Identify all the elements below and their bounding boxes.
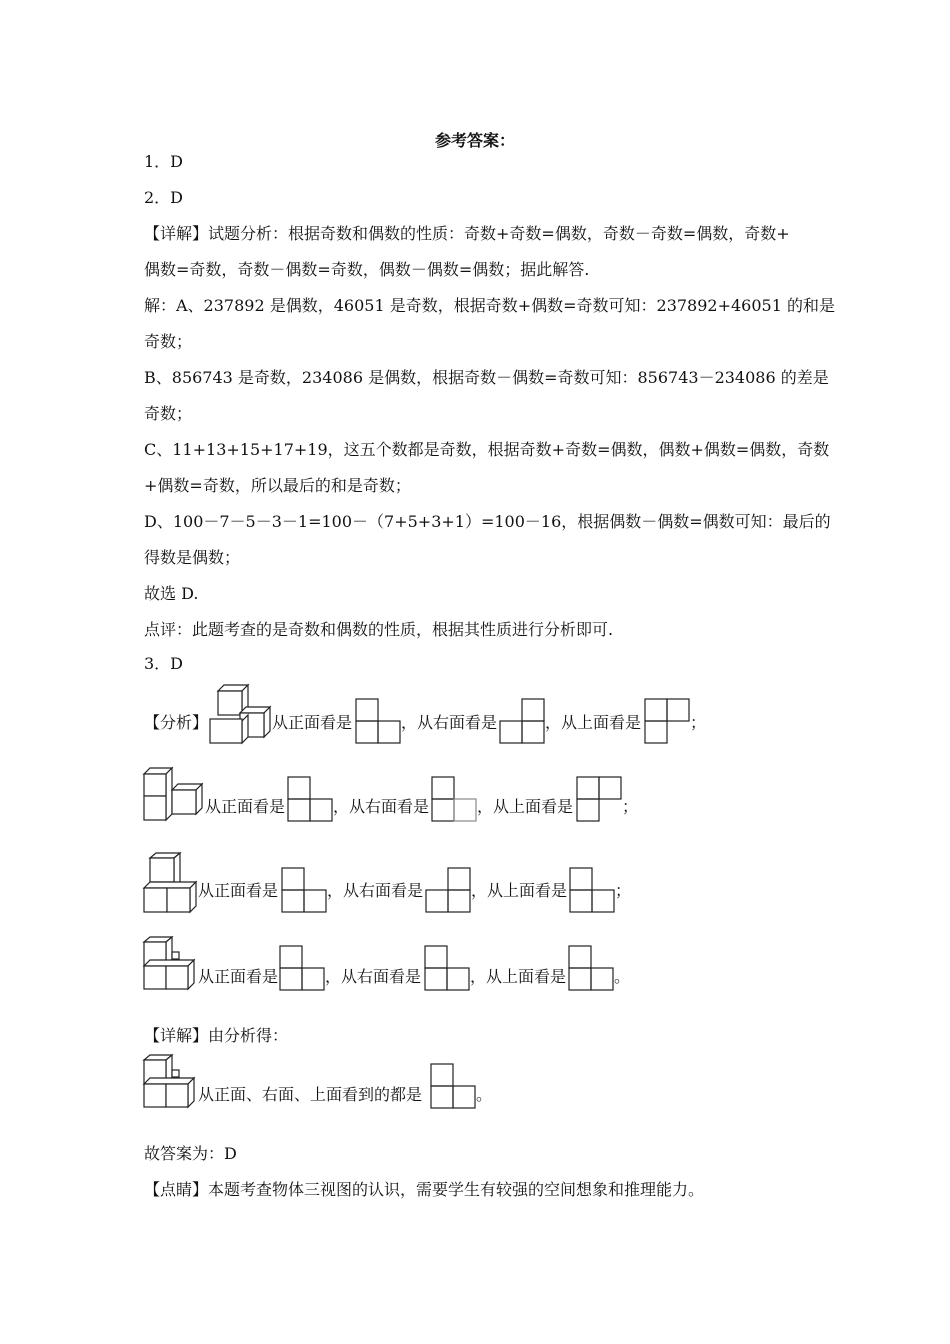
detail-label: 【详解】由分析得： <box>144 1026 289 1045</box>
q2-comment: 点评：此题考查的是奇数和偶数的性质，根据其性质进行分析即可. <box>144 620 614 639</box>
row2-top-label: ，从上面看是 <box>477 797 574 816</box>
row4-right-label: ，从右面看是 <box>325 967 422 986</box>
q2-detail-line-2: 偶数=奇数，奇数－偶数=奇数，偶数－偶数=偶数；据此解答. <box>144 260 590 279</box>
comment: 【点睛】本题考查物体三视图的认识，需要学生有较强的空间想象和推理能力。 <box>144 1180 705 1199</box>
q2-option-b-line-1: B、856743 是奇数，234086 是偶数，根据奇数－偶数=奇数可知：856743－234086 的差是 <box>144 368 829 387</box>
view-grid <box>425 867 471 913</box>
row4-top-label: ，从上面看是 <box>470 967 567 986</box>
row1-right-label: ，从右面看是 <box>401 713 498 732</box>
row1-semicolon: ； <box>690 713 707 732</box>
q2-option-d-line-2: 得数是偶数； <box>144 548 241 567</box>
q2-option-b-line-2: 奇数； <box>144 404 193 423</box>
view-grid <box>430 1063 476 1109</box>
view-grid <box>576 776 622 822</box>
page-title: 参考答案： <box>434 131 515 150</box>
row2-right-label: ，从右面看是 <box>333 797 430 816</box>
row3-semicolon: ； <box>615 881 632 900</box>
view-grid <box>355 698 401 744</box>
row4-front-label: 从正面看是 <box>198 967 279 986</box>
solid-figure-4 <box>143 936 199 992</box>
row2-front-label: 从正面看是 <box>205 797 286 816</box>
all-views-label: 从正面、右面、上面看到的都是 <box>198 1085 423 1104</box>
q2-option-d-line-1: D、100－7－5－3－1=100－（7+5+3+1）=100－16，根据偶数－偶数=偶数可知：最后的 <box>144 512 831 531</box>
q2-option-c-line-1: C、11+13+15+17+19，这五个数都是奇数，根据奇数+奇数=偶数，偶数+偶数=偶数，奇数 <box>144 440 830 459</box>
row3-front-label: 从正面看是 <box>198 881 279 900</box>
q2-option-a-line-2: 奇数； <box>144 332 193 351</box>
q2-choose: 故选 D. <box>144 584 199 603</box>
solid-figure-2 <box>143 767 205 821</box>
row4-period: 。 <box>614 967 631 986</box>
view-grid <box>281 867 327 913</box>
answer-1: 1．D <box>144 152 184 171</box>
view-grid <box>431 776 477 822</box>
view-grid <box>644 698 690 744</box>
solid-figure-3 <box>143 852 199 914</box>
view-grid <box>279 945 325 991</box>
view-grid <box>569 867 615 913</box>
row1-front-label: 从正面看是 <box>272 713 353 732</box>
view-grid <box>424 945 470 991</box>
view-grid <box>287 776 333 822</box>
row1-top-label: ，从上面看是 <box>545 713 642 732</box>
q2-option-a-line-1: 解：A、237892 是偶数，46051 是奇数，根据奇数+偶数=奇数可知：237892+46051 的和是 <box>144 296 835 315</box>
q2-option-c-line-2: +偶数=奇数，所以最后的和是奇数； <box>144 476 411 495</box>
row3-right-label: ，从右面看是 <box>327 881 424 900</box>
analysis-label: 【分析】 <box>144 713 209 732</box>
solid-figure-final <box>143 1054 199 1110</box>
q2-detail-line-1: 【详解】试题分析：根据奇数和偶数的性质：奇数+奇数=偶数，奇数－奇数=偶数，奇数+ <box>144 224 790 243</box>
answer-2: 2．D <box>144 188 184 207</box>
answer-3: 3．D <box>144 654 184 673</box>
solid-figure-1 <box>208 683 272 745</box>
final-period: 。 <box>476 1085 493 1104</box>
row2-semicolon: ； <box>622 797 639 816</box>
view-grid <box>568 945 614 991</box>
row3-top-label: ，从上面看是 <box>471 881 568 900</box>
view-grid <box>499 698 545 744</box>
answer-statement: 故答案为：D <box>144 1144 237 1163</box>
